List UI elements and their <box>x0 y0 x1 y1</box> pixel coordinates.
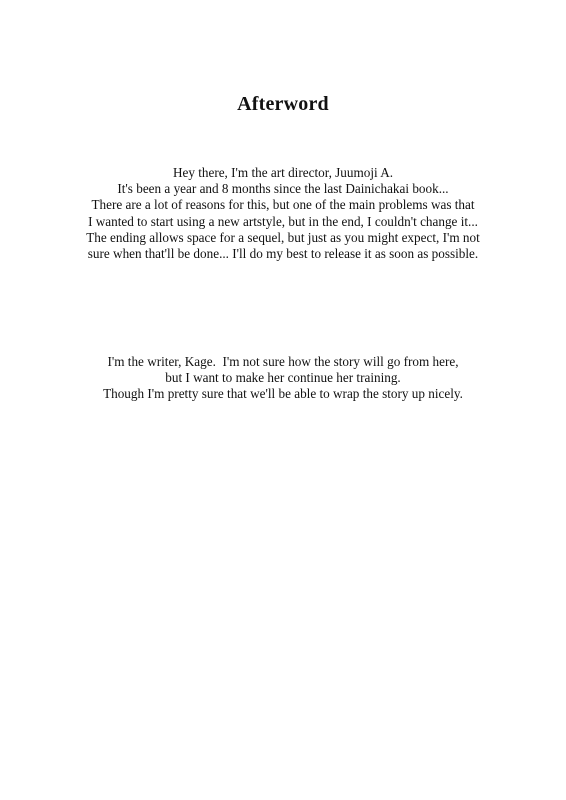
text-line: There are a lot of reasons for this, but one of the main problems was that <box>91 197 475 213</box>
text-line: It's been a year and 8 months since the last Dainichakai book... <box>117 181 449 197</box>
art-director-note <box>0 165 566 262</box>
text-line: sure when that'll be done... I'll do my best to release it as soon as possible. <box>87 246 479 262</box>
writer-note <box>0 354 566 403</box>
text-line: I wanted to start using a new artstyle, but in the end, I couldn't change it... <box>88 213 478 229</box>
page-title: Afterword <box>237 93 329 115</box>
text-line: The ending allows space for a sequel, but just as you might expect, I'm not <box>86 229 480 245</box>
text-line: Hey there, I'm the art director, Juumoji A. <box>172 165 394 180</box>
text-line: Though I'm pretty sure that we'll be able to wrap the story up nicely. <box>103 386 463 402</box>
text-line: but I want to make her continue her training. <box>165 370 401 386</box>
text-line: I'm the writer, Kage. I'm not sure how the story will go from here, <box>107 354 459 369</box>
